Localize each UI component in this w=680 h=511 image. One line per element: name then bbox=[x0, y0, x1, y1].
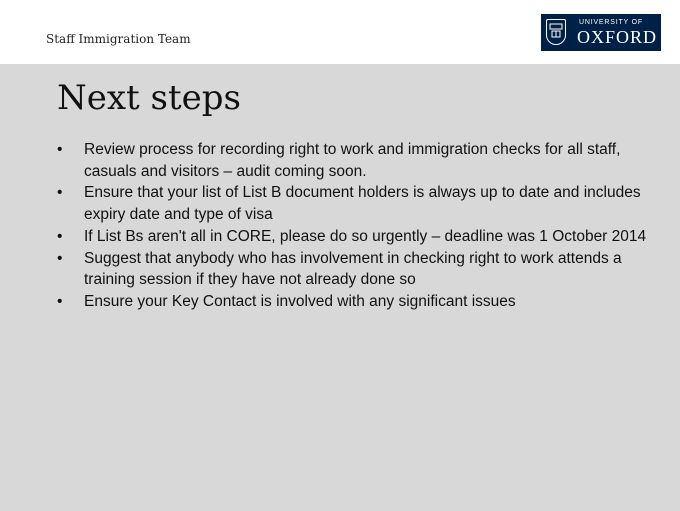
oxford-logo bbox=[541, 14, 661, 51]
crest-icon bbox=[546, 19, 566, 45]
logo-oxford: OXFORD bbox=[577, 27, 658, 47]
bullet-dot: • bbox=[57, 141, 63, 158]
bullet-text: Suggest that anybody who has involvement in checking right to work attends a training session if they have not already done so bbox=[84, 249, 622, 289]
bullet-dot: • bbox=[57, 227, 63, 245]
header-bar bbox=[0, 0, 680, 64]
bullet-text: Ensure that your list of List B document holders is always up to date and includes expiry date and type of visa bbox=[84, 184, 641, 224]
team-label: Staff Immigration Team bbox=[46, 32, 191, 46]
bullet-text: If List Bs aren't all in CORE, please do so urgently – deadline was 1 October 2014 bbox=[84, 227, 647, 245]
bullet-dot: • bbox=[57, 249, 63, 267]
bullet-text: Ensure your Key Contact is involved with any significant issues bbox=[84, 292, 516, 310]
bullet-dot: • bbox=[57, 184, 63, 202]
logo-university-of: UNIVERSITY OF bbox=[579, 19, 643, 26]
bullet-item bbox=[57, 248, 647, 291]
bullet-list bbox=[57, 139, 647, 313]
bullet-item bbox=[57, 226, 647, 248]
bullet-item bbox=[57, 182, 647, 225]
bullet-text: Review process for recording right to work and immigration checks for all staff, casuals and visitors – audit coming soon. bbox=[84, 141, 621, 180]
bullet-dot: • bbox=[57, 292, 63, 310]
slide-title: Next steps bbox=[57, 78, 241, 118]
bullet-item bbox=[57, 139, 647, 182]
bullet-item bbox=[57, 291, 647, 313]
